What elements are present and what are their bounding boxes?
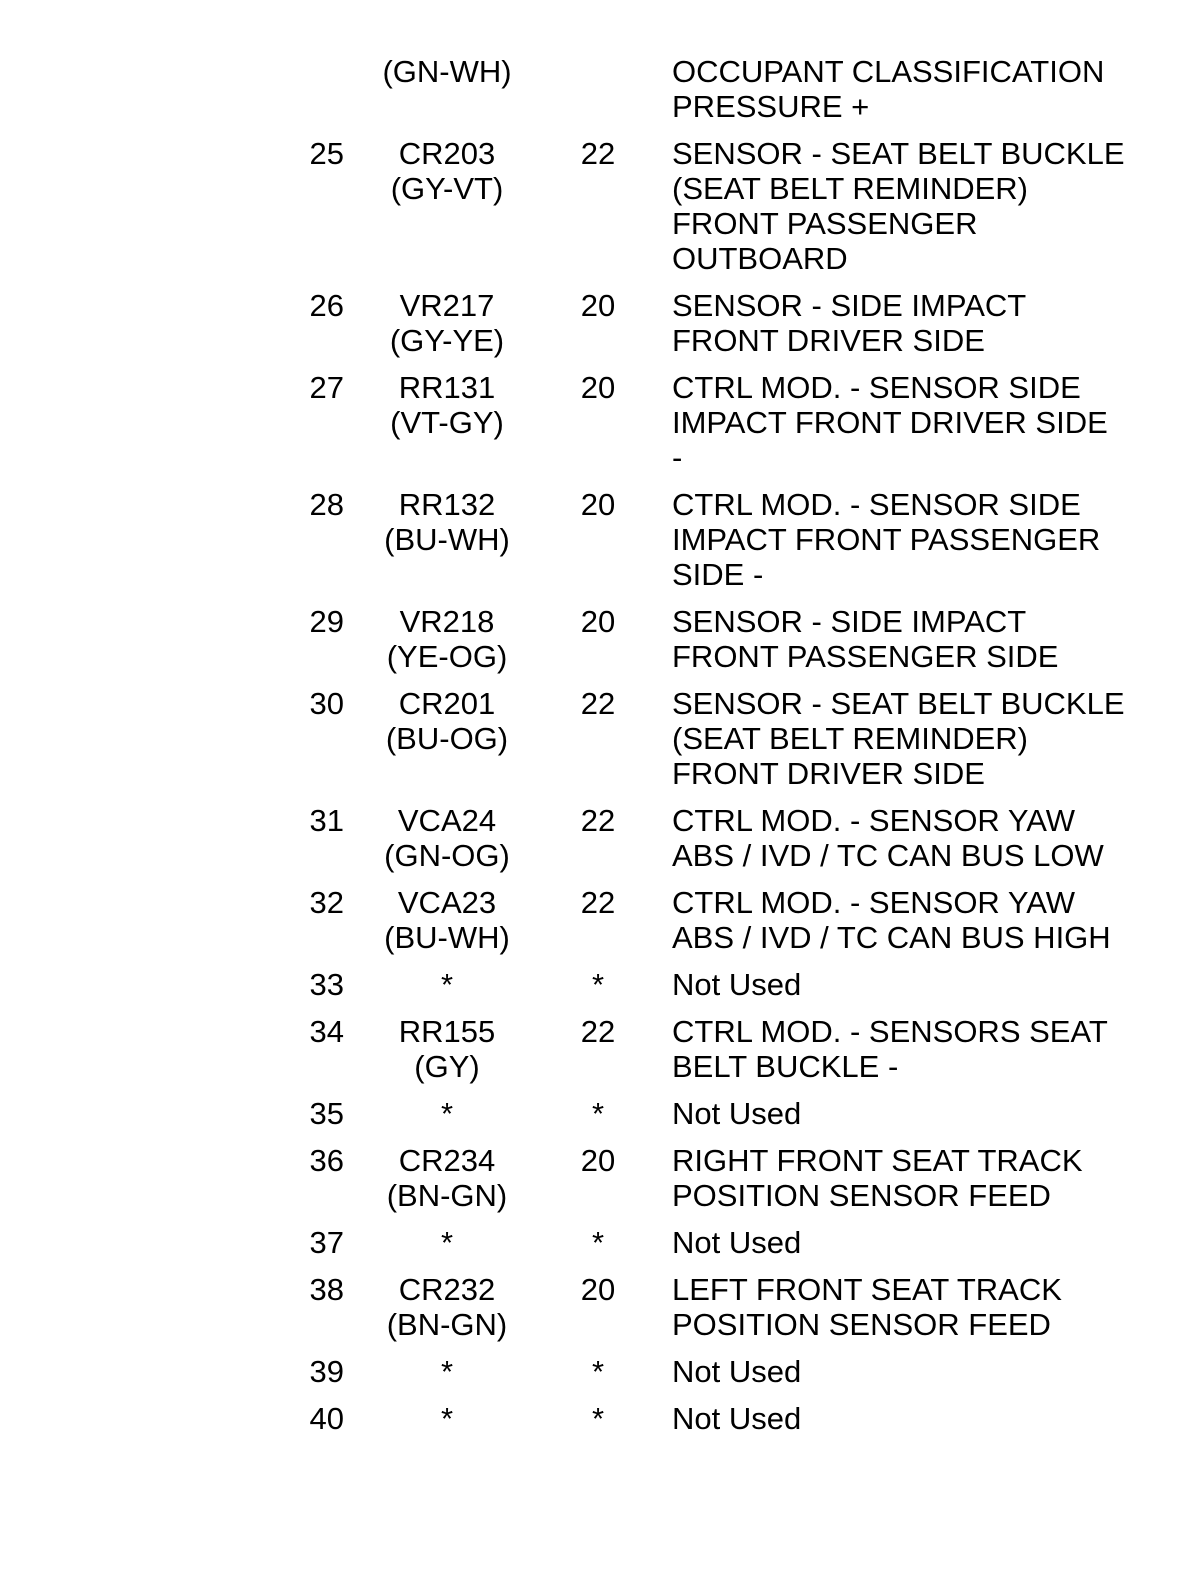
table-row (0, 1225, 1193, 1260)
circuit-code: CR201 (398, 686, 496, 721)
wire-gauge-cell: 20 (580, 288, 616, 323)
wire-gauge-cell: 22 (580, 136, 616, 171)
wire-gauge-cell: 20 (580, 604, 616, 639)
circuit-code: RR132 (398, 487, 496, 522)
table-row (0, 604, 1193, 674)
circuit-cell (344, 1014, 550, 1084)
circuit-function-cell: Not Used (672, 1354, 802, 1389)
table-row (0, 1096, 1193, 1131)
pin-number-cell: 32 (309, 885, 344, 920)
table-row (0, 803, 1193, 873)
wire-gauge-cell: 20 (580, 370, 616, 405)
circuit-function-cell: LEFT FRONT SEAT TRACK POSITION SENSOR FEED (672, 1272, 1062, 1342)
pin-number-cell: 37 (309, 1225, 344, 1260)
circuit-cell (344, 604, 550, 674)
wire-color-code: (BU-WH) (384, 920, 510, 955)
circuit-code: RR155 (398, 1014, 496, 1049)
circuit-function-cell: CTRL MOD. - SENSORS SEAT BELT BUCKLE - (672, 1014, 1108, 1084)
wire-color-code: (BU-WH) (384, 522, 510, 557)
circuit-code: CR234 (398, 1143, 496, 1178)
wire-color-code: (VT-GY) (390, 405, 504, 440)
wire-color-code: (GY-VT) (390, 171, 504, 206)
table-row (0, 288, 1193, 358)
pin-number-cell: 39 (309, 1354, 344, 1389)
pin-number-cell: 34 (309, 1014, 344, 1049)
circuit-cell (344, 487, 550, 557)
circuit-function-cell: SENSOR - SEAT BELT BUCKLE (SEAT BELT REMINDER) FRONT PASSENGER OUTBOARD (672, 136, 1125, 276)
circuit-cell (344, 1225, 550, 1260)
circuit-function-cell: OCCUPANT CLASSIFICATION PRESSURE + (672, 54, 1105, 124)
circuit-cell (344, 1143, 550, 1213)
circuit-cell (344, 686, 550, 756)
connector-pin-table (0, 54, 1193, 1448)
circuit-function-cell: SENSOR - SEAT BELT BUCKLE (SEAT BELT REMINDER) FRONT DRIVER SIDE (672, 686, 1125, 791)
wire-color-code: (BN-GN) (386, 1178, 508, 1213)
pin-number-cell: 29 (309, 604, 344, 639)
circuit-cell (344, 1096, 550, 1131)
circuit-code: RR131 (398, 370, 496, 405)
pin-number-cell: 35 (309, 1096, 344, 1131)
circuit-cell (344, 803, 550, 873)
circuit-cell (344, 967, 550, 1002)
table-row (0, 487, 1193, 592)
circuit-function-cell: SENSOR - SIDE IMPACT FRONT DRIVER SIDE (672, 288, 1026, 358)
pin-number-cell: 30 (309, 686, 344, 721)
circuit-code: VCA23 (397, 885, 497, 920)
wire-gauge-cell: * (591, 1401, 605, 1436)
circuit-code: * (440, 1096, 454, 1131)
circuit-function-cell: Not Used (672, 1225, 802, 1260)
table-row (0, 1272, 1193, 1342)
circuit-code: * (440, 1354, 454, 1389)
table-row-continuation (0, 54, 1193, 124)
pin-number-cell: 31 (309, 803, 344, 838)
table-row (0, 1401, 1193, 1436)
pin-number-cell: 33 (309, 967, 344, 1002)
circuit-function-cell: SENSOR - SIDE IMPACT FRONT PASSENGER SIDE (672, 604, 1059, 674)
circuit-code: VR218 (399, 604, 495, 639)
table-row (0, 967, 1193, 1002)
wire-gauge-cell: * (591, 1225, 605, 1260)
wire-color-code: (GY-YE) (389, 323, 505, 358)
wire-color-code: (BU-OG) (385, 721, 509, 756)
wire-gauge-cell: 20 (580, 487, 616, 522)
wire-color-code: (GN-WH) (382, 54, 512, 89)
wire-gauge-cell: 22 (580, 885, 616, 920)
table-row (0, 370, 1193, 475)
pin-number-cell: 38 (309, 1272, 344, 1307)
wire-color-code: (GN-OG) (384, 838, 510, 873)
circuit-function-cell: CTRL MOD. - SENSOR YAW ABS / IVD / TC CAN BUS HIGH (672, 885, 1111, 955)
pin-number-cell: 25 (309, 136, 344, 171)
circuit-cell (344, 136, 550, 206)
circuit-cell (344, 1272, 550, 1342)
circuit-cell (344, 288, 550, 358)
circuit-cell (344, 54, 550, 89)
wire-gauge-cell: * (591, 967, 605, 1002)
circuit-function-cell: CTRL MOD. - SENSOR YAW ABS / IVD / TC CAN BUS LOW (672, 803, 1104, 873)
pin-number-cell: 27 (309, 370, 344, 405)
wire-gauge-cell: 20 (580, 1143, 616, 1178)
circuit-cell (344, 1354, 550, 1389)
circuit-code: VCA24 (397, 803, 497, 838)
circuit-cell (344, 370, 550, 440)
wire-gauge-cell: 22 (580, 1014, 616, 1049)
circuit-code: * (440, 967, 454, 1002)
pin-number-cell: 26 (309, 288, 344, 323)
circuit-code: * (440, 1225, 454, 1260)
wire-gauge-cell: 22 (580, 686, 616, 721)
table-row (0, 1354, 1193, 1389)
circuit-cell (344, 1401, 550, 1436)
circuit-function-cell: RIGHT FRONT SEAT TRACK POSITION SENSOR FEED (672, 1143, 1083, 1213)
wire-gauge-cell: * (591, 1096, 605, 1131)
circuit-function-cell: Not Used (672, 1401, 802, 1436)
wire-gauge-cell: 20 (580, 1272, 616, 1307)
pin-number-cell: 40 (309, 1401, 344, 1436)
table-row (0, 686, 1193, 791)
circuit-function-cell: CTRL MOD. - SENSOR SIDE IMPACT FRONT DRIVER SIDE - (672, 370, 1108, 475)
circuit-code: VR217 (399, 288, 495, 323)
wire-color-code: (GY) (414, 1049, 480, 1084)
wire-color-code: (YE-OG) (386, 639, 508, 674)
circuit-cell (344, 885, 550, 955)
wire-color-code: (BN-GN) (386, 1307, 508, 1342)
pin-number-cell: 36 (309, 1143, 344, 1178)
circuit-code: CR203 (398, 136, 496, 171)
circuit-function-cell: CTRL MOD. - SENSOR SIDE IMPACT FRONT PASSENGER SIDE - (672, 487, 1101, 592)
circuit-code: * (440, 1401, 454, 1436)
wire-gauge-cell: 22 (580, 803, 616, 838)
table-row (0, 1143, 1193, 1213)
table-row (0, 1014, 1193, 1084)
pin-number-cell: 28 (309, 487, 344, 522)
circuit-function-cell: Not Used (672, 967, 802, 1002)
wire-gauge-cell: * (591, 1354, 605, 1389)
circuit-code: CR232 (398, 1272, 496, 1307)
circuit-function-cell: Not Used (672, 1096, 802, 1131)
table-row (0, 885, 1193, 955)
table-row (0, 136, 1193, 276)
